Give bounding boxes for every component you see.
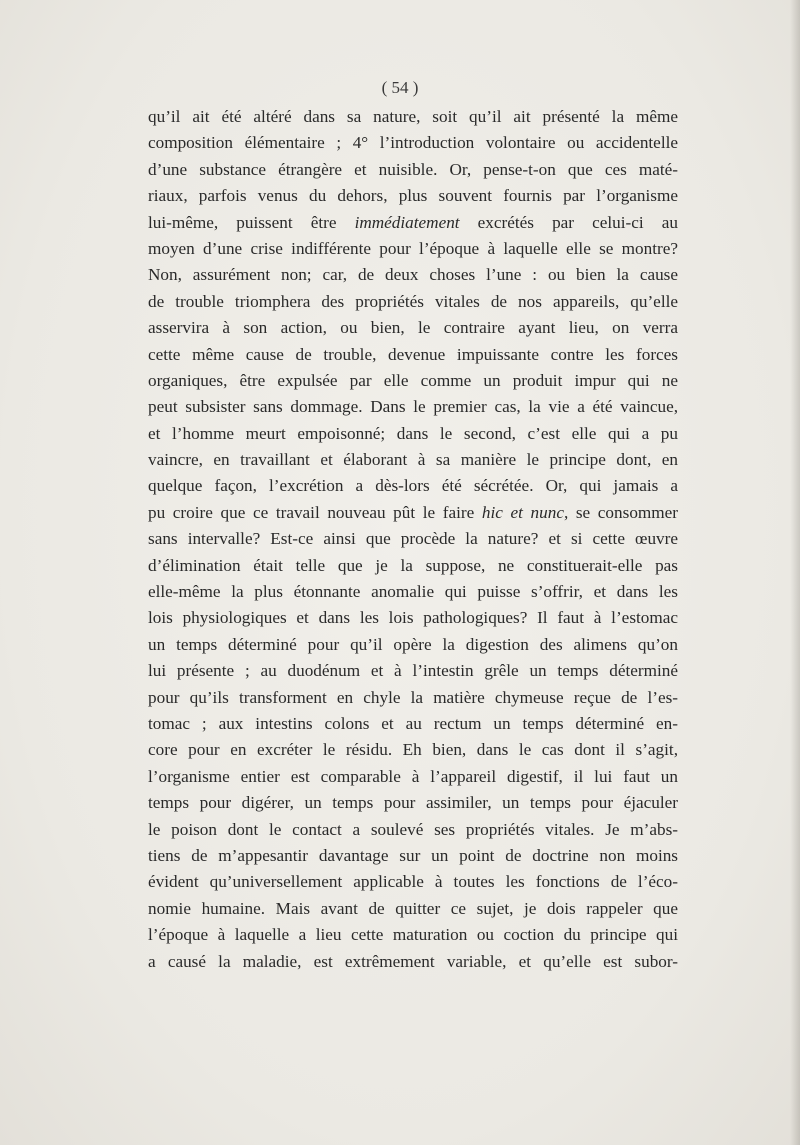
text-segment: lui-même, puissent être: [148, 212, 355, 232]
text-segment: d’une substance étrangère et nuisible. Or, pense-t-on que ces maté-: [148, 159, 678, 179]
text-line: [148, 685, 678, 711]
text-segment: tiens de m’appesantir davantage sur un point de doctrine non moins: [148, 845, 678, 865]
text-segment: évident qu’universellement applicable à toutes les fonctions de l’éco-: [148, 872, 678, 892]
text-segment: riaux, parfois venus du dehors, plus souvent fournis par l’organisme: [148, 186, 678, 206]
text-line: [148, 342, 678, 368]
text-line: [148, 764, 678, 790]
text-line: [148, 711, 678, 737]
text-segment: excrétés par celui-ci au: [459, 212, 678, 232]
text-segment: tomac ; aux intestins colons et au rectum un temps déterminé en-: [148, 713, 678, 733]
text-line: [148, 447, 678, 473]
text-segment: composition élémentaire ; 4° l’introduction volontaire ou accidentelle: [148, 133, 678, 153]
text-line: [148, 394, 678, 420]
text-segment: nomie humaine. Mais avant de quitter ce sujet, je dois rappeler que: [148, 898, 678, 918]
text-line: [148, 368, 678, 394]
text-line: [148, 869, 678, 895]
text-line: [148, 896, 678, 922]
text-line: [148, 473, 678, 499]
italic-segment: hic et nunc: [481, 502, 564, 522]
text-segment: temps pour digérer, un temps pour assimiler, un temps pour éjaculer: [148, 793, 678, 813]
text-segment: qu’il ait été altéré dans sa nature, soit qu’il ait présenté la même: [148, 107, 678, 126]
text-segment: l’époque à laquelle a lieu cette maturation ou coction du principe qui: [148, 925, 678, 945]
text-line: [148, 790, 678, 816]
text-segment: quelque façon, l’excrétion a dès-lors été sécrétée. Or, qui jamais a: [148, 476, 678, 496]
text-line: [148, 658, 678, 684]
text-segment: vaincre, en travaillant et élaborant à sa manière le principe dont, en: [148, 450, 678, 470]
text-line: [148, 104, 678, 130]
text-segment: lois physiologiques et dans les lois pathologiques? Il faut à l’estomac: [148, 608, 678, 628]
text-segment: , se consommer: [563, 502, 678, 522]
text-line: [148, 500, 678, 526]
text-line: [148, 130, 678, 156]
page-number: ( 54 ): [381, 78, 419, 97]
text-line: [148, 949, 678, 975]
text-segment: cette même cause de trouble, devenue impuissante contre les forces: [148, 344, 678, 364]
text-line: [148, 605, 678, 631]
text-line: [148, 262, 678, 288]
text-line: [148, 421, 678, 447]
text-segment: sans intervalle? Est-ce ainsi que procède la nature? et si cette œuvre: [148, 529, 678, 549]
text-line: [148, 315, 678, 341]
text-segment: le poison dont le contact a soulevé ses propriétés vitales. Je m’abs-: [148, 819, 678, 839]
text-line: [148, 526, 678, 552]
text-segment: pu croire que ce travail nouveau pût le faire: [148, 502, 482, 522]
text-line: [148, 236, 678, 262]
text-line: [148, 210, 678, 236]
text-segment: d’élimination était telle que je la suppose, ne constituerait-elle pas: [148, 555, 678, 575]
text-line: [148, 553, 678, 579]
text-line: [148, 183, 678, 209]
text-line: [148, 157, 678, 183]
page-edge-shadow: [790, 0, 800, 1145]
text-segment: moyen d’une crise indifférente pour l’époque à laquelle elle se montre?: [148, 238, 678, 258]
text-line: [148, 579, 678, 605]
text-segment: lui présente ; au duodénum et à l’intestin grêle un temps déterminé: [148, 661, 678, 681]
text-segment: elle-même la plus étonnante anomalie qui puisse s’offrir, et dans les: [148, 582, 678, 602]
text-segment: de trouble triomphera des propriétés vitales de nos appareils, qu’elle: [148, 291, 678, 311]
text-segment: pour qu’ils transforment en chyle la matière chymeuse reçue de l’es-: [148, 687, 678, 707]
text-segment: peut subsister sans dommage. Dans le premier cas, la vie a été vaincue,: [148, 397, 678, 417]
text-segment: Non, assurément non; car, de deux choses l’une : ou bien la cause: [148, 265, 678, 285]
body-text: [148, 104, 678, 975]
text-segment: a causé la maladie, est extrêmement variable, et qu’elle est subor-: [148, 951, 678, 971]
text-segment: un temps déterminé pour qu’il opère la digestion des alimens qu’on: [148, 634, 678, 654]
text-segment: asservira à son action, ou bien, le contraire ayant lieu, on verra: [148, 318, 678, 338]
text-line: [148, 843, 678, 869]
italic-segment: immédiatement: [354, 212, 460, 232]
text-line: [148, 632, 678, 658]
text-segment: l’organisme entier est comparable à l’appareil digestif, il lui faut un: [148, 766, 678, 786]
text-line: [148, 817, 678, 843]
text-line: [148, 737, 678, 763]
text-line: [148, 289, 678, 315]
text-segment: core pour en excréter le résidu. Eh bien, dans le cas dont il s’agit,: [148, 740, 678, 760]
text-segment: et l’homme meurt empoisonné; dans le second, c’est elle qui a pu: [148, 423, 678, 443]
text-line: [148, 922, 678, 948]
text-segment: organiques, être expulsée par elle comme un produit impur qui ne: [148, 370, 678, 390]
